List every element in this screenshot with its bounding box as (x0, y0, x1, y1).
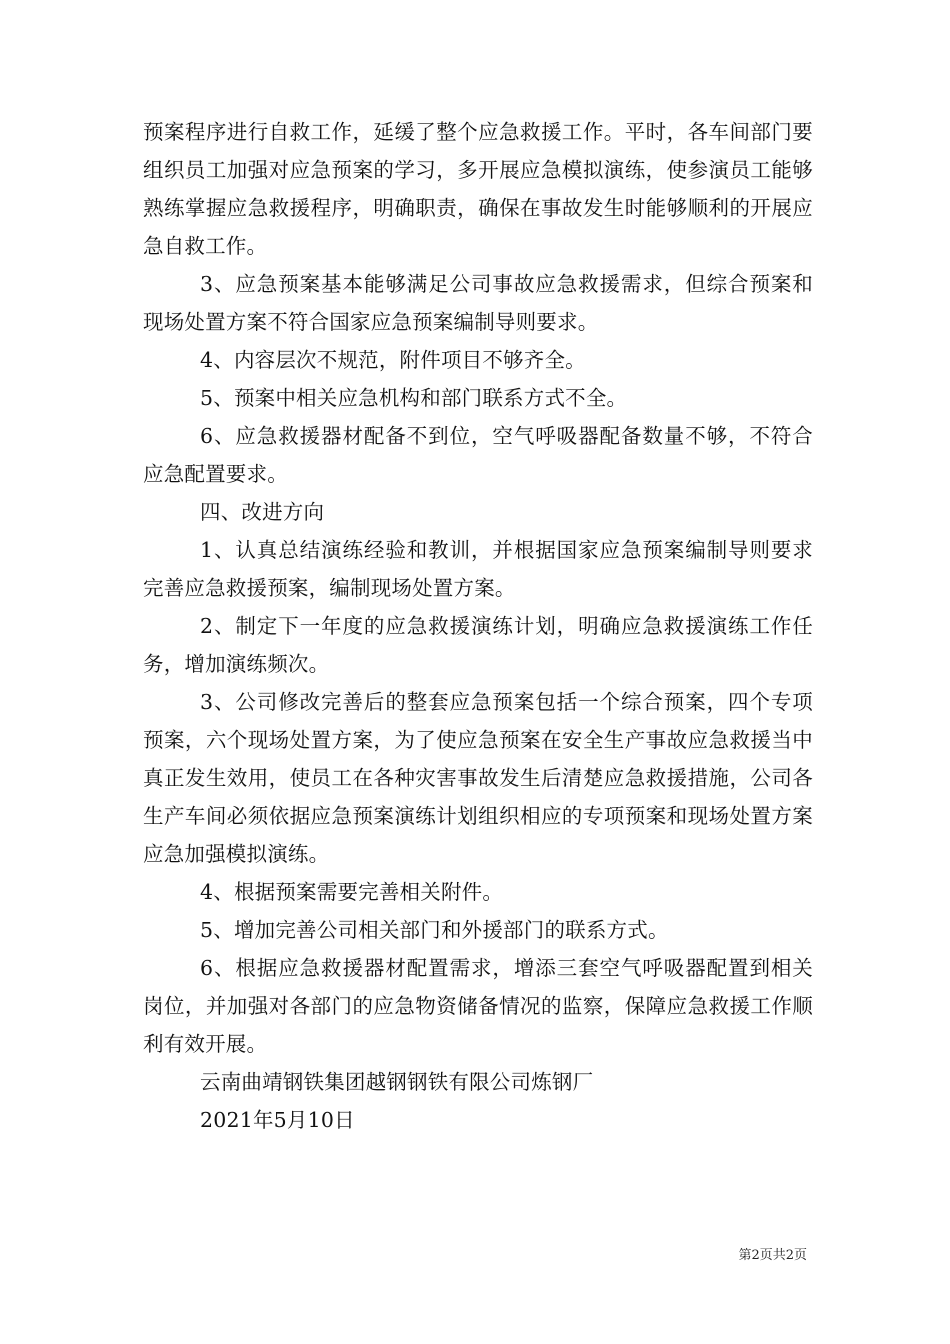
paragraph: 4、根据预案需要完善相关附件。 (200, 880, 504, 904)
paragraph: 5、增加完善公司相关部门和外援部门的联系方式。 (200, 918, 669, 942)
paragraph: 3、应急预案基本能够满足公司事故应急救援需求，但综合预案和现场处置方案不符合国家应急预案编制导则要求。 (143, 272, 813, 334)
section-heading: 四、改进方向 (200, 500, 325, 524)
paragraph: 2、制定下一年度的应急救援演练计划，明确应急救援演练工作任务，增加演练频次。 (143, 614, 813, 676)
paragraph: 6、根据应急救援器材配置需求，增添三套空气呼吸器配置到相关岗位，并加强对各部门的应急物资储备情况的监察，保障应急救援工作顺利有效开展。 (143, 956, 813, 1056)
signature-date: 2021年5月10日 (200, 1108, 355, 1132)
paragraph: 预案程序进行自救工作，延缓了整个应急救援工作。平时，各车间部门要组织员工加强对应急预案的学习，多开展应急模拟演练，使参演员工能够熟练掌握应急救援程序，明确职责，确保在事故发生时能够顺利的开展应急自救工作。 (143, 120, 813, 258)
signature-organization: 云南曲靖钢铁集团越钢钢铁有限公司炼钢厂 (200, 1070, 594, 1094)
paragraph: 6、应急救援器材配备不到位，空气呼吸器配备数量不够，不符合应急配置要求。 (143, 424, 813, 486)
paragraph: 4、内容层次不规范，附件项目不够齐全。 (200, 348, 586, 372)
page-number-footer: 第2页共2页 (738, 1248, 807, 1263)
paragraph: 1、认真总结演练经验和教训，并根据国家应急预案编制导则要求完善应急救援预案，编制现场处置方案。 (143, 538, 813, 600)
paragraph: 3、公司修改完善后的整套应急预案包括一个综合预案，四个专项预案，六个现场处置方案，为了使应急预案在安全生产事故应急救援当中真正发生效用，使员工在各种灾害事故发生后清楚应急救援措施，公司各生产车间必须依据应急预案演练计划组织相应的专项预案和现场处置方案应急加强模拟演练。 (143, 690, 813, 866)
document-body (143, 113, 813, 1139)
paragraph: 5、预案中相关应急机构和部门联系方式不全。 (200, 386, 628, 410)
